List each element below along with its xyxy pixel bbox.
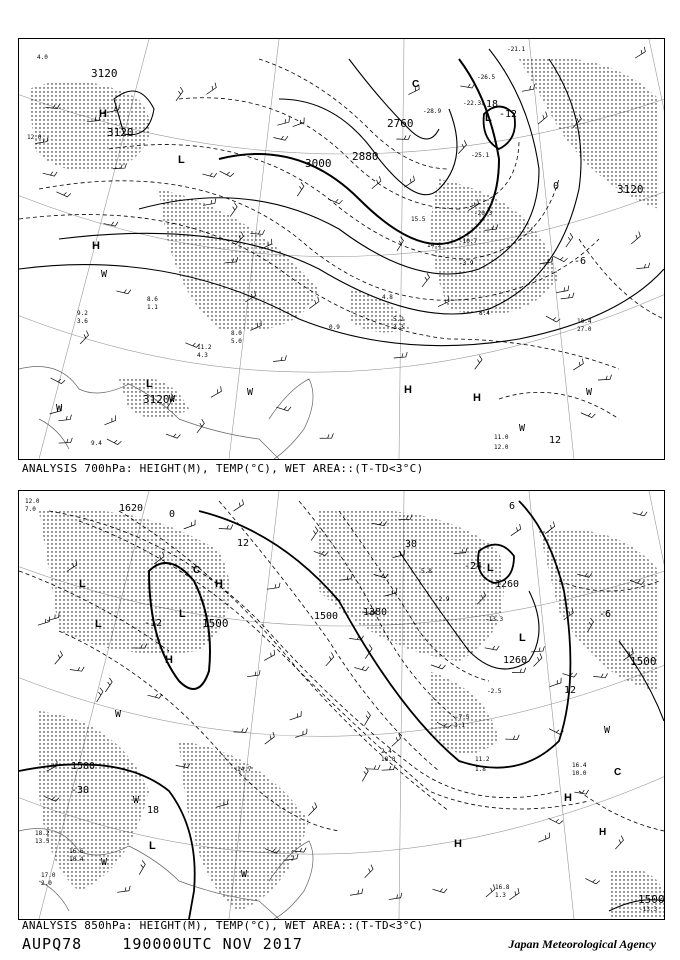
station-value: 10.4 — [577, 318, 592, 325]
wind-barb — [533, 653, 541, 666]
wind-barb — [573, 359, 583, 370]
height-label: 1500 — [202, 617, 229, 630]
wind-barb — [311, 527, 318, 541]
station-value: 4.0 — [37, 54, 48, 61]
wind-barb — [396, 135, 410, 140]
station-value: -13.3 — [639, 906, 658, 913]
wind-barb — [581, 413, 596, 418]
wind-barb — [431, 665, 446, 669]
wind-barb — [553, 256, 567, 261]
wind-barb — [382, 765, 396, 770]
cold-center: C — [614, 767, 622, 778]
height-label: 1500 — [314, 611, 339, 622]
wind-barb — [326, 652, 334, 665]
product-header — [22, 935, 303, 953]
wind-barb — [297, 182, 304, 196]
map-850hpa-canvas — [19, 491, 664, 919]
temperature-label: -6 — [599, 609, 612, 620]
warm-center: W — [247, 387, 254, 398]
temperature-label: 6 — [509, 501, 516, 512]
station-value: 1.8 — [475, 766, 486, 773]
warm-center: W — [169, 394, 176, 405]
wind-barb — [202, 173, 217, 177]
wind-barb — [531, 646, 544, 652]
wind-barb — [538, 833, 549, 843]
warm-center: W — [519, 423, 526, 434]
wind-barb — [593, 673, 607, 677]
high-center: H — [564, 792, 572, 804]
station-value: 18.0 — [381, 756, 396, 763]
station-value: -10.7 — [459, 238, 478, 245]
wind-barb — [104, 222, 118, 226]
high-center: H — [404, 384, 412, 396]
low-center: L — [179, 608, 186, 620]
wind-barb — [43, 172, 58, 176]
wind-barb — [522, 84, 535, 91]
temperature-label: 12 — [549, 435, 562, 446]
high-center: H — [99, 108, 107, 120]
wind-barb — [598, 375, 612, 380]
agency-credit: Japan Meteorological Agency — [508, 937, 656, 951]
cold-center: C — [193, 565, 201, 576]
wind-barb — [56, 192, 70, 197]
wind-barb — [219, 525, 233, 530]
height-label: 2760 — [387, 117, 414, 130]
high-center: H — [165, 654, 173, 666]
wind-barb — [585, 878, 599, 883]
height-label: 2880 — [352, 150, 379, 163]
wind-barb — [308, 802, 316, 815]
wind-barb — [70, 667, 84, 671]
wind-barb — [206, 83, 216, 95]
height-label: 1260 — [495, 579, 520, 590]
wind-barb — [486, 884, 495, 897]
station-value: 8.4 — [479, 310, 490, 317]
wind-barb — [320, 433, 334, 438]
low-center: L — [146, 378, 153, 390]
low-center: L — [487, 562, 494, 574]
station-value: 17.0 — [41, 872, 56, 879]
low-center: L — [95, 618, 102, 630]
station-value: 14.7 — [237, 766, 252, 773]
high-center: H — [92, 240, 100, 252]
height-label: 1500 — [71, 761, 96, 772]
wind-barb — [512, 668, 526, 673]
station-value: 11.2 — [197, 344, 212, 351]
height-label: 3120 — [107, 126, 134, 139]
wind-barb — [220, 171, 234, 177]
station-value: -2.9 — [435, 596, 450, 603]
station-value: 5.0 — [231, 338, 242, 345]
wind-barb — [566, 233, 573, 247]
station-value: 5.2 — [393, 316, 404, 323]
height-label: 3120 — [143, 393, 170, 406]
wind-barb — [276, 407, 291, 411]
map-panel-850hpa — [18, 490, 665, 920]
station-value: 11.0 — [494, 434, 509, 441]
station-value: 2.4 — [381, 748, 392, 755]
wind-barb — [389, 893, 402, 900]
wind-barb — [104, 415, 115, 424]
wind-barb — [633, 512, 648, 516]
wind-barb — [267, 583, 280, 589]
wind-barb — [58, 415, 71, 421]
low-center: L — [149, 840, 156, 852]
wind-barb — [631, 231, 640, 243]
station-value: 18.2 — [35, 830, 50, 837]
wind-barb — [422, 273, 429, 287]
station-value: -20.3 — [474, 210, 493, 217]
panel-caption-700hpa: ANALYSIS 700hPa: HEIGHT(M), TEMP(°C), WET AREA::(T-TD<3°C) — [22, 462, 424, 475]
wind-barb — [293, 117, 304, 126]
temperature-label: -12 — [499, 109, 518, 120]
wind-barb — [230, 203, 237, 217]
wind-barb — [105, 678, 112, 692]
temperature-label: 12 — [237, 538, 250, 549]
temperature-label: -6 — [574, 256, 587, 267]
station-value: 8.0 — [231, 330, 242, 337]
warm-center: W — [101, 857, 108, 868]
station-value: 7.0 — [25, 506, 36, 513]
temperature-label: -18 — [480, 99, 499, 110]
station-value: 8.6 — [147, 296, 158, 303]
map-panel-700hpa — [18, 38, 665, 460]
wind-barb — [635, 47, 645, 58]
low-center: L — [79, 578, 86, 590]
cold-center: C — [412, 79, 420, 90]
wind-barb — [184, 520, 195, 529]
wind-barb — [475, 355, 482, 369]
wet-area-700 — [29, 57, 659, 419]
wind-barb — [107, 439, 121, 444]
station-value: -2.5 — [487, 688, 502, 695]
wind-barb — [561, 293, 574, 299]
wind-barb — [636, 263, 649, 269]
wind-barb — [211, 386, 221, 397]
wind-barb — [404, 176, 414, 187]
wind-barb — [615, 836, 623, 849]
station-value: 16.4 — [572, 762, 587, 769]
station-value: 12.0 — [25, 498, 40, 505]
height-label: 1380 — [363, 607, 388, 618]
high-center: H — [473, 392, 481, 404]
station-value: 9.4 — [91, 440, 102, 447]
station-value: 16.6 — [69, 848, 84, 855]
warm-center: W — [586, 387, 593, 398]
wind-barb — [549, 818, 563, 824]
product-code: AUPQ78 — [22, 935, 83, 953]
warm-center: W — [241, 869, 248, 880]
wind-barb — [392, 734, 401, 747]
warm-center: W — [133, 795, 140, 806]
height-label: 1500 — [630, 655, 657, 668]
wind-barb — [148, 694, 163, 698]
height-label: 3120 — [91, 67, 118, 80]
wind-barb — [265, 732, 275, 744]
wind-barb — [117, 886, 130, 892]
station-value: 0.9 — [329, 324, 340, 331]
warm-center: W — [604, 725, 611, 736]
temperature-label: -12 — [144, 618, 163, 629]
station-value: 12.0 — [494, 444, 509, 451]
map-700hpa-canvas — [19, 39, 664, 459]
height-label: 3000 — [305, 157, 332, 170]
station-value: 14.2 — [427, 242, 442, 249]
station-value: 3.1 — [454, 722, 465, 729]
station-value: 10.4 — [69, 856, 84, 863]
wind-barb — [365, 865, 373, 878]
wind-barb — [397, 237, 403, 251]
station-value: 3.6 — [77, 318, 88, 325]
panel-caption-850hpa: ANALYSIS 850hPa: HEIGHT(M), TEMP(°C), WET AREA::(T-TD<3°C) — [22, 919, 424, 932]
wind-barb — [328, 199, 343, 204]
station-value: 1.3 — [495, 892, 506, 899]
wind-barb — [116, 290, 131, 294]
wind-barb — [574, 790, 588, 794]
wind-barb — [538, 112, 547, 124]
wind-barb — [349, 636, 363, 640]
height-label: 1500 — [638, 893, 664, 906]
station-value: 12.0 — [27, 134, 42, 141]
wind-barb — [166, 434, 181, 438]
station-value: 3.3 — [393, 324, 404, 331]
wind-barb — [234, 499, 244, 511]
station-value: 27.0 — [577, 326, 592, 333]
wind-barb — [366, 765, 380, 770]
station-value: 5.8 — [421, 568, 432, 575]
high-center: H — [454, 838, 462, 850]
wind-barb — [556, 286, 569, 293]
temperature-label: 12 — [564, 685, 577, 696]
wind-barb — [460, 84, 474, 88]
wind-barb — [234, 728, 248, 733]
height-label: 1260 — [503, 655, 528, 666]
wind-barb — [354, 666, 369, 670]
wind-barb — [139, 860, 145, 874]
temperature-label: 0 — [553, 181, 560, 192]
wind-barb — [509, 888, 519, 900]
station-value: 9.2 — [77, 310, 88, 317]
warm-center: W — [56, 403, 63, 414]
low-center: L — [519, 632, 526, 644]
station-value: -13.3 — [485, 616, 504, 623]
station-value: -21.1 — [507, 46, 526, 53]
wind-barb — [350, 889, 363, 896]
wind-barb — [485, 646, 499, 650]
wind-barb — [372, 176, 381, 188]
station-value: 4.3 — [197, 352, 208, 359]
low-center: L — [485, 112, 492, 124]
wind-barb — [364, 711, 370, 725]
station-value: 1.1 — [147, 304, 158, 311]
station-value: 11.2 — [475, 756, 490, 763]
wind-barb — [51, 378, 65, 383]
wind-barb — [277, 117, 289, 125]
station-value: 13.5 — [35, 838, 50, 845]
high-center: H — [599, 827, 607, 838]
height-label: 1620 — [119, 503, 144, 514]
station-value: 10.0 — [572, 770, 587, 777]
warm-center: W — [115, 709, 122, 720]
temperature-label: -30 — [71, 785, 90, 796]
station-value: -25.1 — [471, 152, 490, 159]
wind-barb — [433, 888, 448, 892]
wind-barb — [264, 650, 275, 661]
station-value: 2.0 — [41, 880, 52, 887]
temperature-label: 18 — [147, 805, 160, 816]
station-value: 16.8 — [495, 884, 510, 891]
wind-barb — [290, 711, 302, 720]
wind-barb — [511, 524, 521, 536]
station-value: -28.9 — [423, 108, 442, 115]
height-label: 3120 — [617, 183, 644, 196]
station-value: -7.5 — [455, 714, 470, 721]
low-center: L — [178, 154, 185, 166]
station-value: -26.5 — [477, 74, 496, 81]
station-value: -3.9 — [459, 260, 474, 267]
temperature-label: 30 — [405, 539, 418, 550]
station-value: 4.8 — [382, 294, 393, 301]
wind-barb — [550, 678, 562, 687]
temperature-label: -24 — [464, 561, 483, 572]
wind-barb — [505, 735, 519, 740]
high-center: H — [215, 578, 223, 590]
wind-barb — [38, 617, 50, 626]
wind-barb — [546, 316, 560, 322]
wind-barb — [273, 136, 288, 140]
wind-barb — [273, 355, 286, 361]
valid-time: 190000UTC NOV 2017 — [122, 935, 303, 953]
warm-center: W — [101, 269, 108, 280]
temperature-label: 0 — [169, 509, 176, 520]
wind-barb — [55, 651, 63, 665]
station-value: -22.3 — [463, 100, 482, 107]
station-value: 15.5 — [411, 216, 426, 223]
